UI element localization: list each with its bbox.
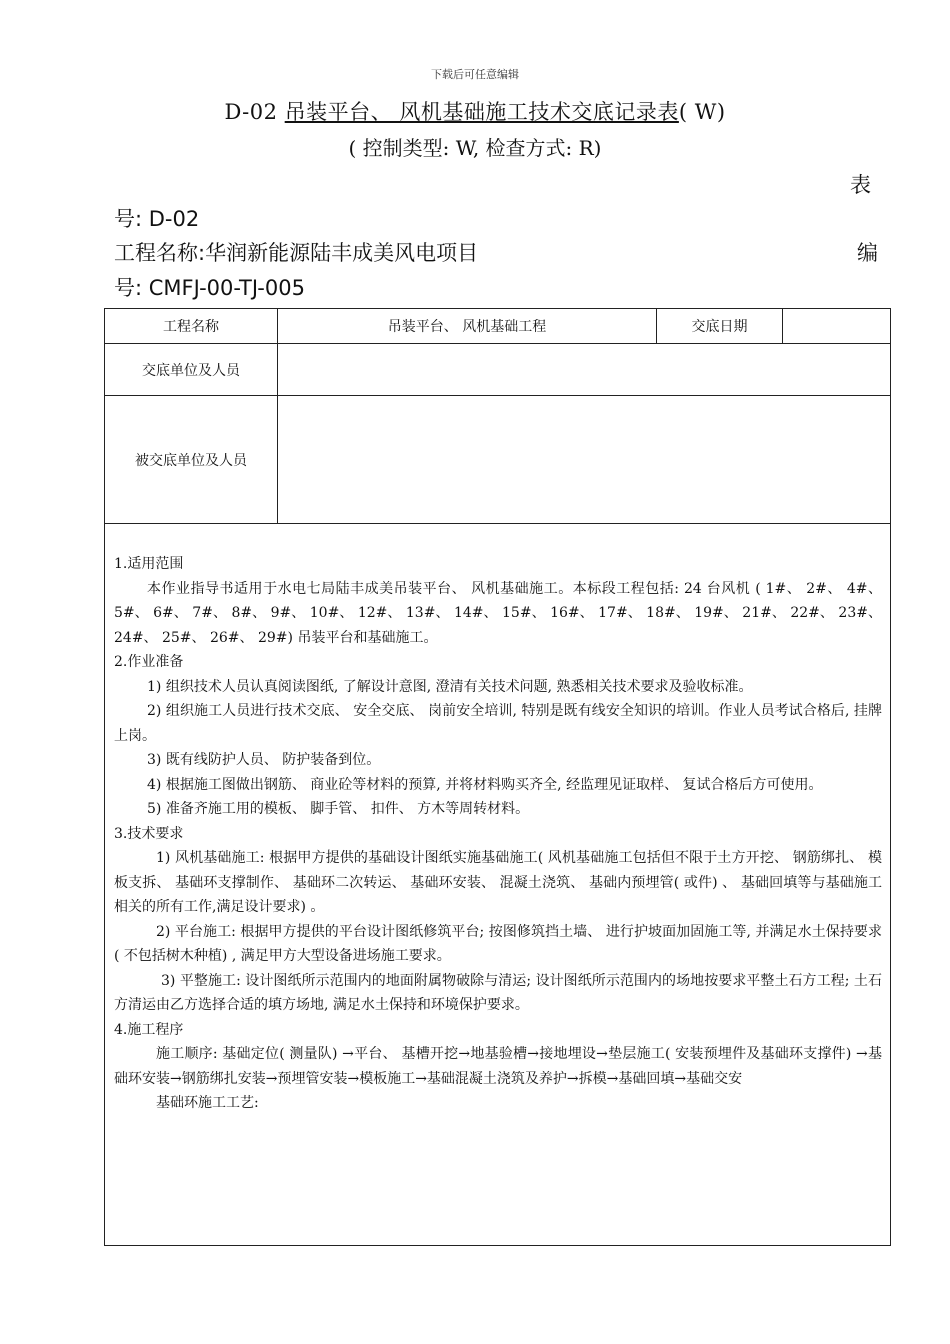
title-prefix: D-02 (224, 100, 285, 124)
project-name-line (114, 237, 478, 267)
section-2-title: 2.作业准备 (114, 654, 184, 670)
section-2-item-2: 2) 组织施工人员进行技术交底、 安全交底、 岗前安全培训, 特别是既有线安全知识的培训。作业人员考试合格后, 挂牌上岗。 (114, 703, 882, 744)
section-3-item-1: 1) 风机基础施工: 根据甲方提供的基础设计图纸实施基础施工( 风机基础施工包括但不限于土方开挖、 钢筋绑扎、 模板支拆、 基础环支撑制作、 基础环二次转运、 基础环安装、 混凝土浇筑、 基础内预埋管( 或件) 、 基础回填等与基础施工相关的所有工作,满足设计要求) 。 (114, 850, 882, 915)
recipient-value-cell[interactable] (278, 396, 891, 524)
project-name-value-cell: 吊装平台、 风机基础工程 (278, 309, 657, 344)
project-name-value: 华润新能源陆丰成美风电项目 (205, 241, 479, 265)
watermark-text: 下载后可任意编辑 (431, 68, 519, 81)
project-name-label: 工程名称: (114, 241, 206, 265)
section-4-title: 4.施工程序 (114, 1021, 184, 1038)
project-name-label-cell: 工程名称 (105, 309, 278, 344)
table-no-line (114, 203, 199, 233)
disclosure-content (105, 524, 891, 1246)
section-1-title: 1.适用范围 (114, 556, 184, 572)
document-subtitle: ( 控制类型: W, 检查方式: R) (348, 136, 602, 160)
section-3-item-3: 3) 平整施工: 设计图纸所示范围内的地面附属物破除与清运; 设计图纸所示范围内的场地按要求平整土石方工程; 土石方清运由乙方选择合适的填方场地, 满足水土保持和环境保护要求。 (114, 972, 882, 1013)
discloser-label-cell: 交底单位及人员 (105, 344, 278, 396)
serial-no-line (114, 272, 305, 302)
serial-label-b: 号: (114, 276, 143, 300)
disclosure-table (104, 308, 891, 1246)
section-2-item-1: 1) 组织技术人员认真阅读图纸, 了解设计意图, 澄清有关技术问题, 熟悉相关技术要求及验收标准。 (147, 678, 753, 695)
serial-no-value: CMFJ-00-TJ-005 (148, 276, 305, 300)
section-4-subheading: 基础环施工工艺: (156, 1095, 259, 1111)
section-4-paragraph: 施工顺序: 基础定位( 测量队) →平台、 基槽开挖→地基验槽→接地埋设→垫层施工( 安装预埋件及基础环支撑件) →基础环安装→钢筋绑扎安装→预埋管安装→模板施工→基础混凝土浇筑及养护→拆模→基础回填→基础交安 (114, 1046, 882, 1087)
table-no-label-b: 号: (114, 207, 143, 231)
table-no-label-a: 表 (850, 173, 871, 197)
section-3-title: 3.技术要求 (114, 825, 184, 842)
section-3-item-2: 2) 平台施工: 根据甲方提供的平台设计图纸修筑平台; 按图修筑挡土墙、 进行护坡面加固施工等, 并满足水土保持要求( 不包括树木种植) , 满足甲方大型设备进场施工要求。 (114, 923, 882, 964)
section-2-item-4: 4) 根据施工图做出钢筋、 商业砼等材料的预算, 并将材料购买齐全, 经监理见证取样、 复试合格后方可使用。 (147, 776, 823, 793)
document-title (0, 96, 950, 126)
recipient-label-cell: 被交底单位及人员 (105, 396, 278, 524)
discloser-value-cell[interactable] (278, 344, 891, 396)
section-2-item-3: 3) 既有线防护人员、 防护装备到位。 (147, 752, 381, 768)
section-2-item-5: 5) 准备齐施工用的模板、 脚手管、 扣件、 方木等周转材料。 (147, 801, 530, 817)
title-main: 吊装平台、 风机基础施工技术交底记录表 (284, 100, 679, 124)
date-value-cell[interactable] (783, 309, 891, 344)
date-label-cell: 交底日期 (657, 309, 783, 344)
table-no-value: D-02 (148, 207, 200, 231)
section-1-paragraph: 本作业指导书适用于水电七局陆丰成美吊装平台、 风机基础施工。本标段工程包括: 24 台风机 ( 1#、 2#、 4#、 5#、 6#、 7#、 8#、 9#、 10#、 12#、 13#、 14#、 15#、 16#、 17#、 18#、 19#、 21#、 22#、 23#、 24#、 25#、 26#、 29#) 吊装平台和基础施工。 (114, 580, 882, 646)
serial-label-a: 编 (857, 241, 878, 265)
title-suffix: ( W) (678, 100, 726, 124)
